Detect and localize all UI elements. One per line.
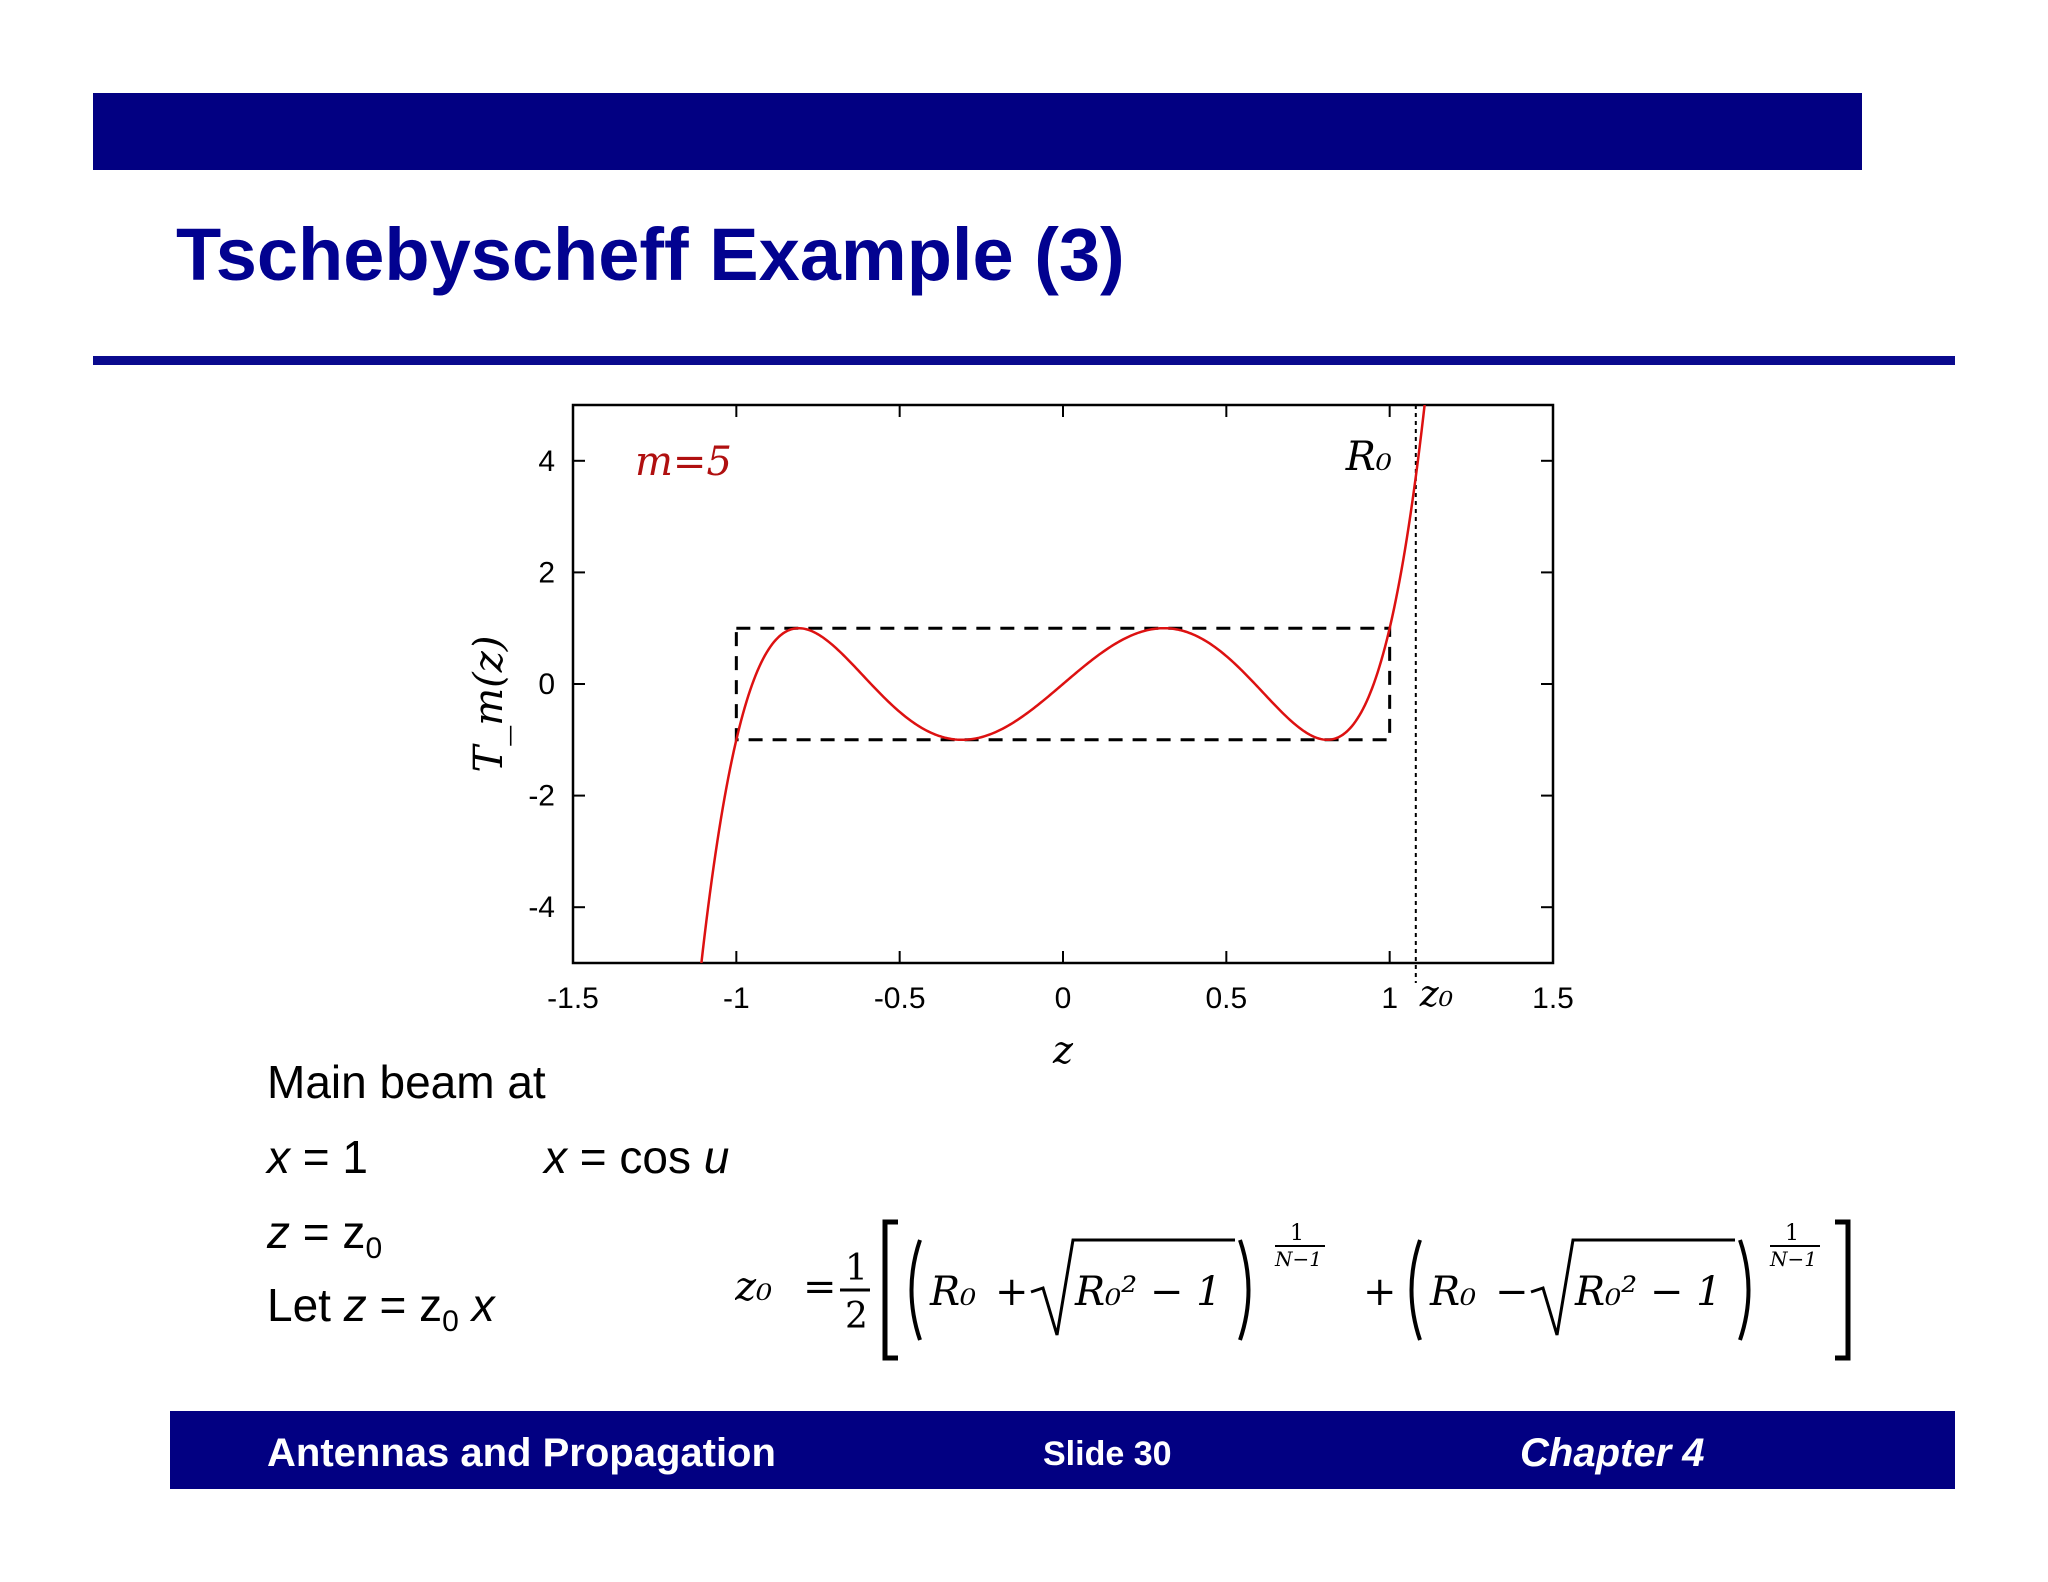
y-tick-label: 0 xyxy=(538,668,555,701)
formula-eq: = xyxy=(803,1264,837,1310)
formula-lhs: z₀ xyxy=(735,1264,773,1310)
let-eq: = z xyxy=(379,1279,443,1331)
y-tick-label: -4 xyxy=(528,891,555,925)
series-line-m5 xyxy=(697,395,1429,1002)
z0-formula xyxy=(735,1210,1885,1370)
let-word: Let xyxy=(267,1279,331,1331)
x-tick-label: -1.5 xyxy=(547,982,599,1015)
formula-r0-b: R₀ xyxy=(1430,1269,1477,1315)
title-divider xyxy=(93,356,1955,365)
chebyshev-chart xyxy=(440,395,1620,1075)
x-var: x xyxy=(267,1131,290,1183)
left-bracket xyxy=(885,1222,898,1358)
x-tick-label: 1.5 xyxy=(1532,982,1574,1015)
cos-x-var: x xyxy=(544,1131,567,1183)
formula-half-num: 1 xyxy=(845,1248,868,1289)
x-equals-cos-line xyxy=(544,1130,729,1184)
slide-title: Tschebyscheff Example (3) xyxy=(176,213,1125,296)
z-equals-z0-line xyxy=(267,1205,382,1266)
x-eq: = 1 xyxy=(302,1131,369,1183)
right-paren-2 xyxy=(1740,1240,1749,1340)
footer-course: Antennas and Propagation xyxy=(267,1431,776,1475)
left-paren-2 xyxy=(1412,1240,1421,1340)
formula-minus: − xyxy=(1495,1269,1529,1315)
formula-exp-den-a: N−1 xyxy=(1275,1247,1322,1271)
cos-u: u xyxy=(703,1131,730,1183)
x-tick-label: -1 xyxy=(722,982,750,1015)
footer-slide-number: Slide 30 xyxy=(1043,1435,1172,1473)
let-line xyxy=(267,1278,495,1339)
y-tick-label: 4 xyxy=(538,444,555,478)
x-tick-label: -0.5 xyxy=(873,982,926,1015)
x-axis-label: z xyxy=(1052,1028,1074,1072)
right-bracket xyxy=(1835,1222,1848,1358)
formula-exp-num-b: 1 xyxy=(1785,1221,1799,1246)
right-paren-1 xyxy=(1240,1240,1249,1340)
x-tick-label: 0 xyxy=(1054,982,1072,1015)
left-paren-1 xyxy=(912,1240,921,1340)
formula-half-den: 2 xyxy=(845,1296,868,1337)
y-axis-label: T_m(z) xyxy=(466,635,512,773)
x-tick-label: 1 xyxy=(1381,982,1399,1015)
z-sub: 0 xyxy=(365,1232,383,1265)
formula-r0-a: R₀ xyxy=(930,1269,977,1315)
cos-eq: = cos xyxy=(579,1131,692,1183)
x-equals-one-line xyxy=(267,1130,368,1184)
header-bar xyxy=(93,93,1862,170)
y-tick-label: -2 xyxy=(528,779,555,813)
z0-label: z₀ xyxy=(1419,974,1454,1015)
formula-exp-num-a: 1 xyxy=(1290,1221,1304,1246)
formula-exp-den-b: N−1 xyxy=(1770,1247,1817,1271)
z-var: z xyxy=(267,1206,290,1258)
footer-bar xyxy=(170,1411,1955,1489)
let-x: x xyxy=(471,1279,495,1331)
main-beam-line xyxy=(267,1055,546,1109)
series-label: m=5 xyxy=(635,439,732,485)
formula-plus-a: + xyxy=(995,1269,1029,1315)
let-z: z xyxy=(343,1279,367,1331)
footer-chapter: Chapter 4 xyxy=(1520,1431,1705,1475)
x-tick-label: 0.5 xyxy=(1205,982,1248,1015)
let-sub: 0 xyxy=(442,1305,459,1338)
y-tick-label: 2 xyxy=(538,556,555,590)
formula-plus-b: + xyxy=(1363,1269,1397,1315)
formula-r0sq-b: R₀² − 1 xyxy=(1575,1269,1722,1315)
z-eq: = z xyxy=(302,1206,366,1258)
r0-label: R₀ xyxy=(1345,434,1392,480)
formula-r0sq-a: R₀² − 1 xyxy=(1075,1269,1222,1315)
main-beam-label: Main beam at xyxy=(267,1056,546,1108)
